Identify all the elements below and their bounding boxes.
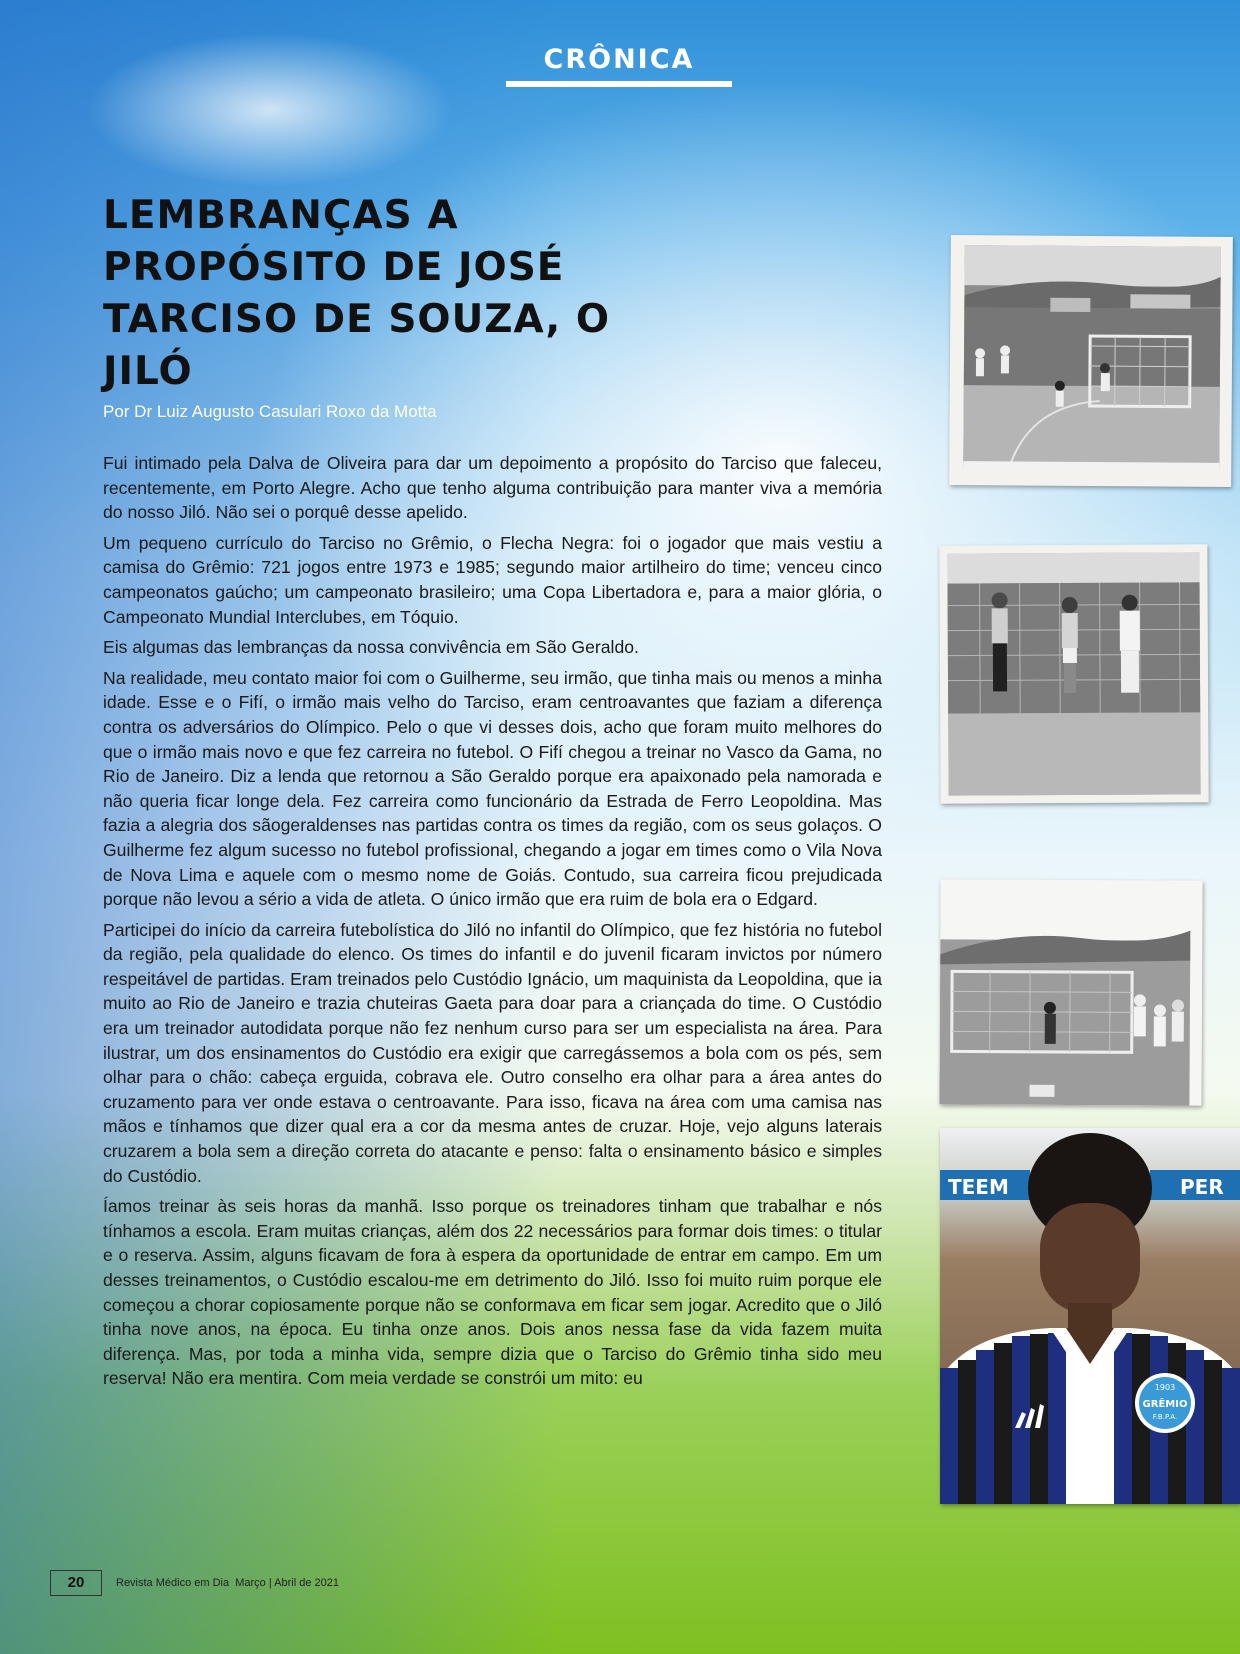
article-body <box>103 451 882 1397</box>
photo-gremio-player-portrait <box>940 1128 1240 1504</box>
paragraph: Participei do início da carreira futebolística do Jiló no infantil do Olímpico, que fez história no futebol da região, pela qualidade do elenco. Os times do infantil e do juvenil ficaram invictos por número respeitável de partidas. Eram treinados pelo Custódio Ignácio, um maquinista da Leopoldina, que ia muito ao Rio de Janeiro e trazia chuteiras Gaeta para doar para a criançada do time. O Custódio era um treinador autodidata porque não fez nenhum curso para ser um especialista na área. Para ilustrar, um dos ensinamentos do Custódio era exigir que carregássemos a bola com os pés, sem olhar para o chão: cabeça erguida, cobrava ele. Outro conselho era olhar para a área antes do cruzamento para ver onde estava o centroavante. Para isso, ficava na área com uma camisa nas mãos e tínhamos que dizer qual era a cor da mesma antes de cruzar. Hoje, vejo alguns laterais cruzarem a bola sem a direção correta do atacante e penso: falta o ensinamento básico e simples do Custódio. <box>103 919 882 1186</box>
photo4-banner-left-text: TEEM <box>948 1175 1009 1199</box>
photo4-banner-right-text: PER <box>1180 1175 1224 1199</box>
paragraph: Um pequeno currículo do Tarciso no Grêmio, o Flecha Negra: foi o jogador que mais vestiu a camisa do Grêmio: 721 jogos entre 1973 e 1985; segundo maior artilheiro do time; venceu cinco campeonatos gaúcho; um campeonato brasileiro; uma Copa Libertadora e, para a maior glória, o Campeonato Mundial Interclubes, em Tóquio. <box>103 532 882 627</box>
photo-three-players <box>939 544 1208 803</box>
paragraph: Na realidade, meu contato maior foi com o Guilherme, seu irmão, que tinha mais ou menos a minha idade. Esse e o Fifí, o irmão mais velho do Tarciso, eram centroavantes que faziam a diferença contra os adversários do Olímpico. Pelo o que vi desses dois, acho que foram muito melhores do que o irmão mais novo e que fez carreira no futebol. O Fifí chegou a treinar no Vasco da Gama, no Rio de Janeiro. Diz a lenda que retornou a São Geraldo porque era apaixonado pela namorada e não queria ficar longe dela. Fez carreira como funcionário da Estrada de Ferro Leopoldina. Mas fazia a alegria dos sãogeraldenses nas partidas contra os times da região, com os seus golaços. O Guilherme fez algum sucesso no futebol profissional, chegando a jogar em times como o Vila Nova de Nova Lima e aquele com o mesmo nome de Goiás. Contudo, sua carreira ficou prejudicada porque não levou a sério a vida de atleta. O único irmão que era ruim de bola era o Edgard. <box>103 667 882 910</box>
photo4-badge-name: GRÊMIO <box>1142 1399 1188 1410</box>
paragraph: Íamos treinar às seis horas da manhã. Isso porque os treinadores tinham que trabalhar e nós tínhamos a escola. Eram muitas crianças, além dos 22 necessários para formar dois times: o titular e o reserva. Assim, alguns ficavam de fora à espera da oportunidade de entrar em campo. Em um desses treinamentos, o Custódio escalou-me em detrimento do Jiló. Isso foi muito ruim porque ele começou a chorar copiosamente porque não se conformava em ficar sem jogar. Acredito que o Jiló tinha nove anos, na época. Eu tinha onze anos. Dois anos nessa fase da vida fazem muita diferença. Mas, por toda a minha vida, sempre dizia que o Tarciso do Grêmio tinha sido meu reserva! Não era mentira. Com meia verdade se constrói um mito: eu <box>103 1196 882 1389</box>
issue-date: Março | Abril de 2021 <box>235 1577 339 1589</box>
photo-team-on-field <box>939 879 1202 1105</box>
publication-name: Revista Médico em Dia <box>116 1577 230 1589</box>
photo4-badge-initials: F.B.P.A. <box>1152 1413 1178 1421</box>
paragraph: Fui intimado pela Dalva de Oliveira para dar um depoimento a propósito do Tarciso que faleceu, recentemente, em Porto Alegre. Acho que tenho alguma contribuição para manter viva a memória do nosso Jiló. Não sei o porquê desse apelido. <box>103 453 882 523</box>
article-byline: Por Dr Luiz Augusto Casulari Roxo da Motta <box>103 402 437 421</box>
article-title: LEMBRANÇAS A PROPÓSITO DE JOSÉ TARCISO DE SOUZA, O JILÓ <box>103 193 610 394</box>
paragraph: Eis algumas das lembranças da nossa convivência em São Geraldo. <box>103 637 639 658</box>
section-underline <box>506 81 732 87</box>
page-number: 20 <box>50 1570 102 1596</box>
section-label: CRÔNICA <box>543 44 695 75</box>
photo4-badge-year: 1903 <box>1154 1383 1176 1392</box>
footer-publication <box>116 1577 339 1589</box>
photo-football-field-goal <box>949 235 1233 487</box>
